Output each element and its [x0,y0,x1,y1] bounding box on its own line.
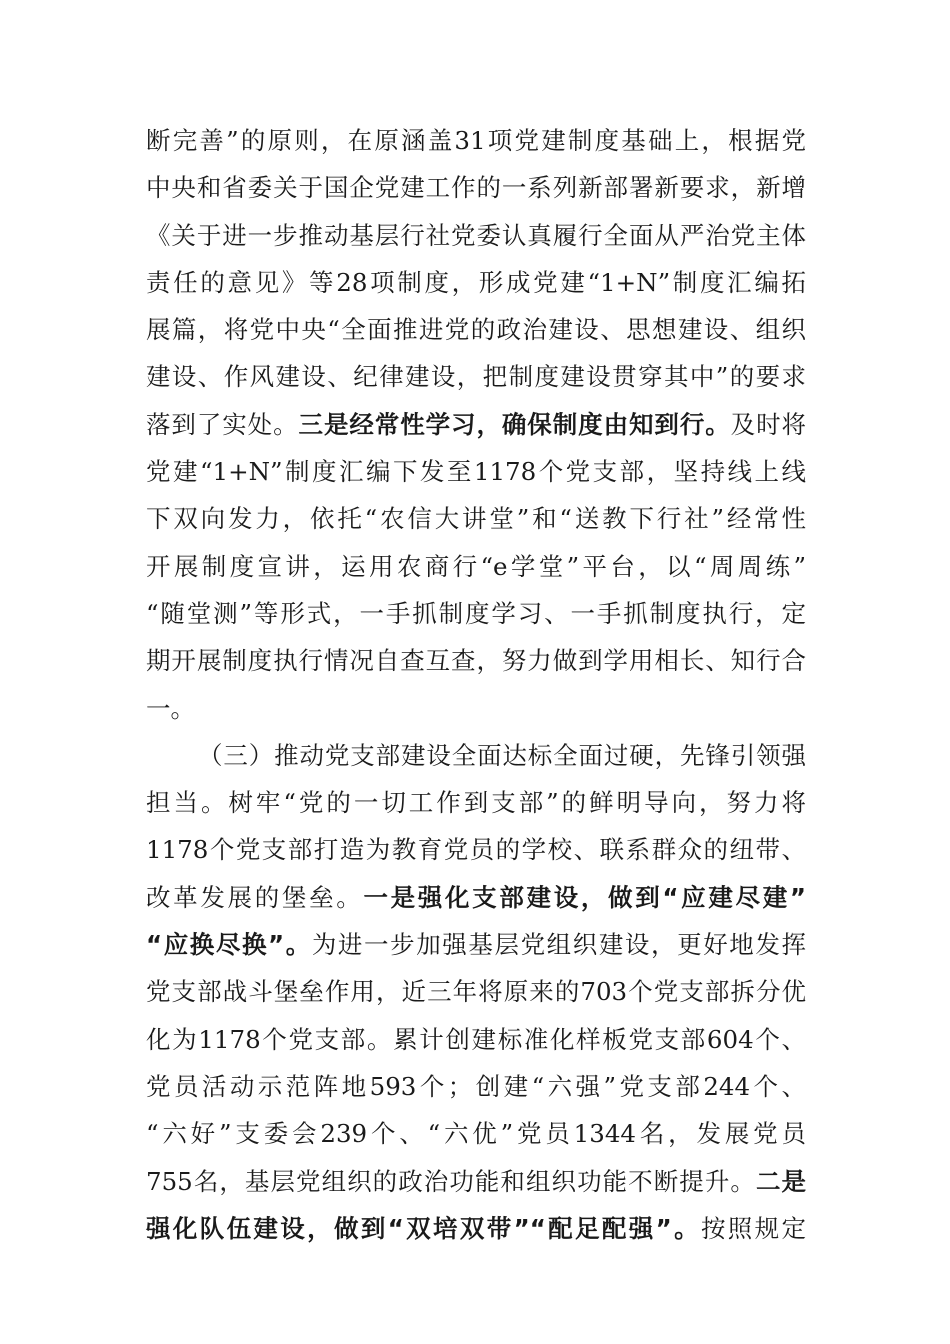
text-line [146,543,806,590]
text-line [146,353,806,400]
text-segment: 一。 [146,693,195,723]
text-line [146,1016,806,1063]
text-line [146,164,806,211]
text-line [146,921,806,968]
text-segment: “六好”支委会239个、“六优”党员1344名，发展党员 [146,1119,806,1149]
text-segment: 责任的意见》等28项制度，形成党建“1+N”制度汇编拓 [146,267,806,297]
text-segment: 党支部战斗堡垒作用，近三年将原来的703个党支部拆分优 [146,977,806,1007]
text-line [146,401,806,448]
text-line [146,732,806,779]
text-line [146,685,806,732]
text-segment: 按照规定 [700,1213,807,1243]
text-segment: 755名，基层党组织的政治功能和组织功能不断提升。 [146,1166,756,1196]
text-segment: 为进一步加强基层党组织建设，更好地发挥 [311,930,806,960]
text-line [146,117,806,164]
text-segment: “随堂测”等形式，一手抓制度学习、一手抓制度执行，定 [146,598,806,628]
bold-heading-text: 二是 [755,1166,807,1196]
text-segment: 开展制度宣讲，运用农商行“e学堂”平台，以“周周练” [146,551,806,581]
text-segment: 期开展制度执行情况自查互查，努力做到学用相长、知行合 [146,646,806,676]
text-segment: 党员活动示范阵地593个；创建“六强”党支部244个、 [146,1071,806,1101]
body-text [146,117,806,1252]
bold-heading-text: 强化队伍建设，做到“双培双带”“配足配强”。 [146,1213,701,1243]
text-line [146,1205,806,1252]
text-segment: 及时将 [730,409,807,439]
bold-heading-text: “应换尽换”。 [146,930,312,960]
text-segment: 下双向发力，依托“农信大讲堂”和“送教下行社”经常性 [146,504,806,534]
text-segment: 化为1178个党支部。累计创建标准化样板党支部604个、 [146,1024,806,1054]
text-segment: 《关于进一步推动基层行社党委认真履行全面从严治党主体 [146,220,806,250]
text-segment: 1178个党支部打造为教育党员的学校、联系群众的纽带、 [146,835,806,865]
text-line [146,495,806,542]
text-line [146,259,806,306]
text-line [146,590,806,637]
text-line [146,779,806,826]
text-line [146,212,806,259]
text-segment: 担当。树牢“党的一切工作到支部”的鲜明导向，努力将 [146,788,806,818]
bold-heading-text: 一是强化支部建设，做到“应建尽建” [363,882,807,912]
text-segment: 落到了实处。 [146,409,299,439]
text-line [146,1158,806,1205]
text-line [146,1110,806,1157]
text-line [146,968,806,1015]
text-line [146,1063,806,1110]
text-line [146,826,806,873]
text-line [146,448,806,495]
text-segment: 展篇，将党中央“全面推进党的政治建设、思想建设、组织 [146,315,806,345]
text-segment: 党建“1+N”制度汇编下发至1178个党支部，坚持线上线 [146,457,806,487]
text-segment: （三）推动党支部建设全面达标全面过硬，先锋引领强 [198,740,806,770]
text-segment: 建设、作风建设、纪律建设，把制度建设贯穿其中”的要求 [146,362,806,392]
text-line [146,637,806,684]
text-segment: 改革发展的堡垒。 [146,882,364,912]
bold-heading-text: 三是经常性学习，确保制度由知到行。 [298,409,731,439]
text-segment: 断完善”的原则，在原涵盖31项党建制度基础上，根据党 [146,126,806,155]
text-line [146,306,806,353]
text-segment: 中央和省委关于国企党建工作的一系列新部署新要求，新增 [146,173,806,203]
text-line [146,874,806,921]
